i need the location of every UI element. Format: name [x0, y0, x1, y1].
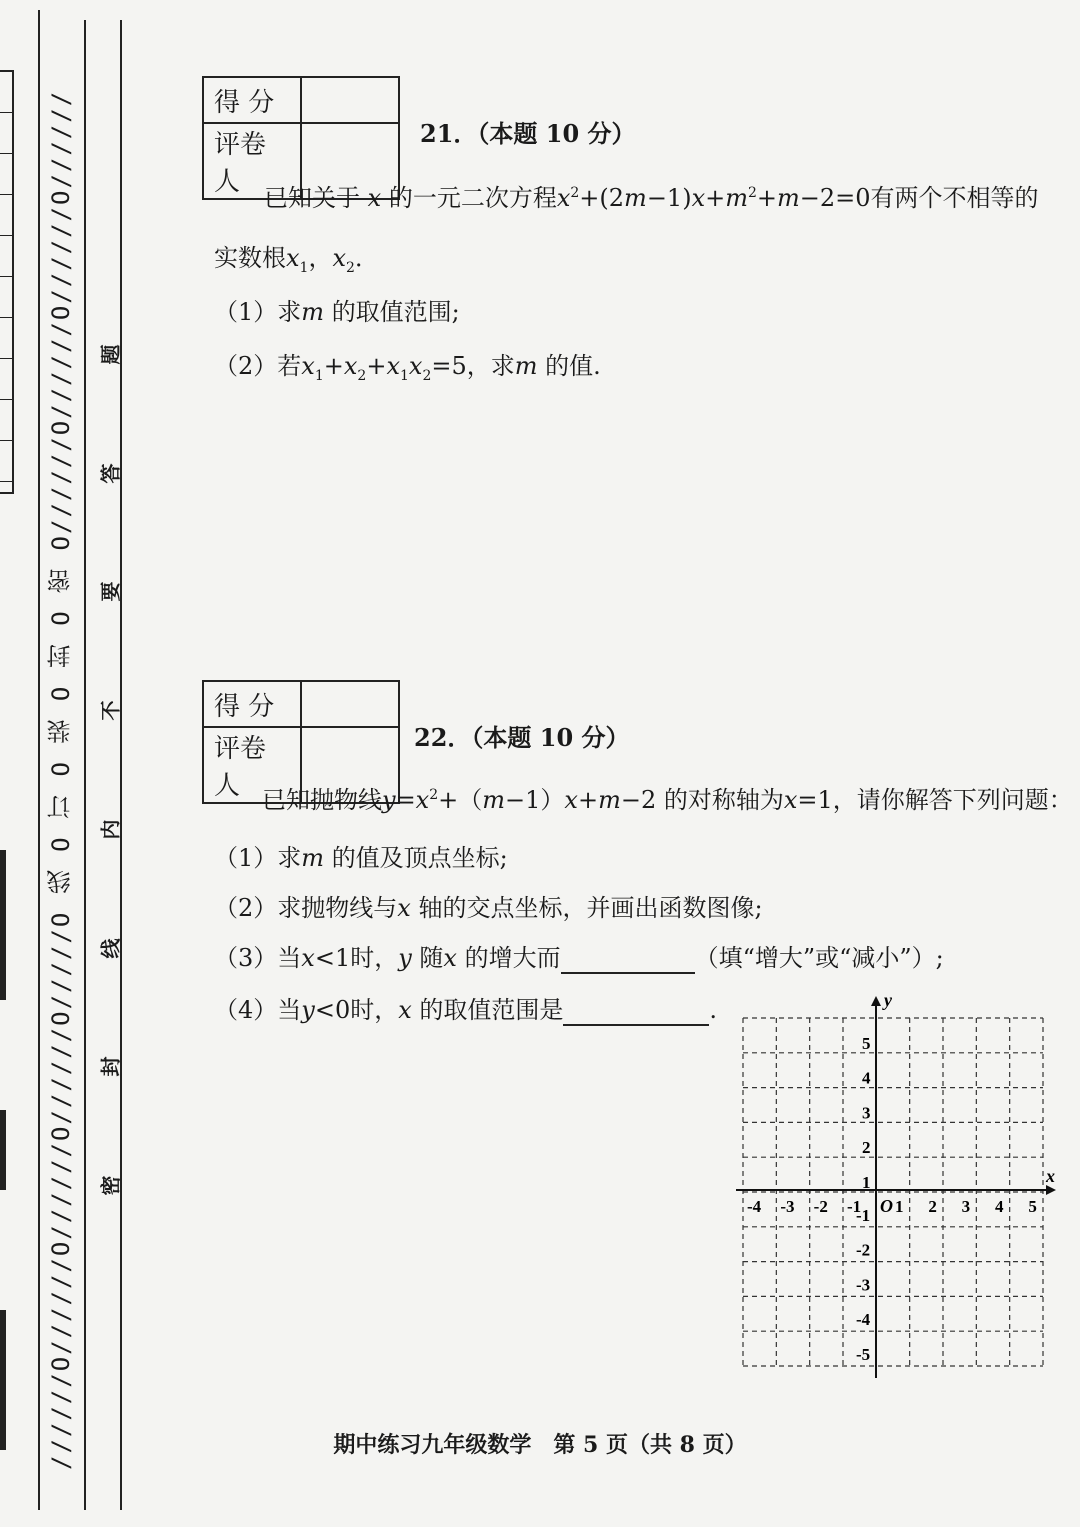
q21-part-2: （2）若$x_1+x_2+x_1x_2=5$，求m 的值. — [214, 352, 601, 384]
origin-label: O — [880, 1196, 893, 1216]
q22-part-1: （1）求m 的值及顶点坐标; — [214, 844, 508, 872]
text: 实数根 — [214, 244, 286, 272]
text: 的一元二次方程 — [388, 184, 557, 212]
text: 的取值范围是 — [419, 996, 564, 1024]
text: 的对称轴为 — [663, 786, 784, 814]
grader-label: 评卷人 — [203, 123, 301, 199]
question-points: （本题 10 分） — [477, 119, 636, 148]
text: 的取值范围; — [331, 298, 460, 326]
text: （1）求 — [214, 844, 302, 872]
seal-note-char: 答 — [98, 463, 123, 484]
x-tick-label: 5 — [1028, 1197, 1037, 1216]
x-axis-label: x — [1046, 1166, 1055, 1186]
seal-note — [92, 340, 126, 1200]
seal-note-char: 不 — [98, 700, 123, 721]
edge-answer-boxes — [0, 70, 14, 494]
seal-note-char: 密 — [98, 1175, 123, 1196]
text: （3）当 — [214, 944, 302, 972]
question-number: 22． — [414, 723, 472, 752]
x-tick-label: -1 — [847, 1197, 862, 1216]
grader-label: 评卷人 — [203, 727, 301, 803]
text: 时， — [350, 996, 399, 1024]
x-tick-label: 4 — [995, 1197, 1004, 1216]
text: （1）求 — [214, 298, 302, 326]
y-tick-label: 1 — [862, 1173, 871, 1192]
fill-blank-4[interactable] — [563, 996, 709, 1026]
q21-stem-cont: 实数根$x_1$，$x_2$． — [214, 244, 379, 276]
x-tick-label: -4 — [747, 1197, 762, 1216]
q21-stem: 已知关于 x 的一元二次方程$x^2+(2m-1)x+m^2+m-2=0$有两个不相等的 — [264, 184, 1039, 212]
text: ，求 — [466, 352, 515, 380]
text: 的值. — [545, 352, 601, 380]
seal-note-char: 题 — [98, 344, 123, 365]
x-tick-label: 3 — [961, 1197, 971, 1216]
y-tick-label: -5 — [856, 1345, 871, 1364]
x-tick-label: -2 — [813, 1197, 828, 1216]
q22-stem: 已知抛物线$y=x^2+(m-1)x+m-2$ 的对称轴为x=1，请你解答下列问题： — [262, 786, 1073, 814]
y-tick-label: 5 — [862, 1033, 871, 1053]
x-tick-label: -3 — [780, 1197, 795, 1216]
binding-line-middle — [84, 20, 86, 1510]
answer-area-21[interactable] — [202, 400, 1042, 660]
y-tick-label: 4 — [862, 1068, 871, 1088]
y-tick-label: 2 — [862, 1138, 871, 1158]
question-number: 21． — [420, 119, 478, 148]
y-tick-label: 3 — [862, 1103, 871, 1123]
seal-note-char: 要 — [98, 581, 123, 602]
text: 的增大而 — [464, 944, 561, 972]
page-footer: 期中练习九年级数学 第 5 页（共 8 页） — [333, 1432, 747, 1458]
y-tick-label: -1 — [856, 1205, 871, 1225]
text: （2）求抛物线与 — [214, 894, 398, 922]
text: （4）当 — [214, 996, 302, 1024]
y-tick-label: -3 — [856, 1275, 871, 1295]
score-cell[interactable] — [301, 681, 399, 727]
question-22-heading — [414, 718, 630, 753]
score-label: 得 分 — [203, 77, 301, 123]
edge-mark — [0, 850, 6, 1000]
text: 已知关于 — [264, 184, 360, 212]
fill-blank-3[interactable] — [561, 944, 695, 974]
score-cell[interactable] — [301, 77, 399, 123]
y-tick-label: -4 — [856, 1310, 871, 1330]
seal-note-char: 内 — [98, 819, 123, 840]
grid-lines — [743, 1018, 1043, 1366]
q22-part-4: （4）当y<0时，x 的取值范围是 . — [214, 996, 718, 1024]
coordinate-grid[interactable] — [730, 990, 1070, 1385]
y-axis-arrow — [871, 996, 881, 1006]
x-tick-label: 1 — [895, 1197, 904, 1216]
question-points: （本题 10 分） — [471, 723, 630, 752]
q21-part-1: （1）求m 的取值范围; — [214, 298, 460, 326]
text: 时， — [350, 944, 399, 972]
text: 有两个不相等的 — [870, 184, 1039, 212]
edge-mark — [0, 1110, 6, 1190]
text: （2）若 — [214, 352, 302, 380]
q22-part-2: （2）求抛物线与x 轴的交点坐标，并画出函数图像; — [214, 894, 763, 922]
seal-note-char: 线 — [98, 938, 123, 959]
text: （填“增大”或“减小”）; — [694, 944, 944, 972]
y-tick-label: -2 — [856, 1240, 871, 1260]
text: ，请你解答下列问题： — [832, 786, 1073, 814]
question-21-heading — [420, 114, 636, 149]
text: 轴的交点坐标，并画出函数图像; — [418, 894, 763, 922]
seal-note-char: 封 — [98, 1056, 123, 1077]
binding-line-outer — [38, 10, 40, 1510]
text: 随 — [419, 944, 444, 972]
y-axis-label: y — [884, 990, 892, 1010]
x-tick-label: 2 — [928, 1197, 937, 1216]
x-axis-arrow — [1046, 1185, 1056, 1195]
text: . — [709, 996, 718, 1024]
text: 的值及顶点坐标; — [331, 844, 508, 872]
text: 已知抛物线 — [262, 786, 382, 814]
score-label: 得 分 — [203, 681, 301, 727]
q22-part-3: （3）当x<1时，y 随x 的增大而 （填“增大”或“减小”）; — [214, 944, 944, 972]
seal-line-text: //////O//////O//////O//////O/////O 线 O 订 O 装 O 封 O 密 O//////O//////O//////O////// — [47, 89, 75, 1471]
